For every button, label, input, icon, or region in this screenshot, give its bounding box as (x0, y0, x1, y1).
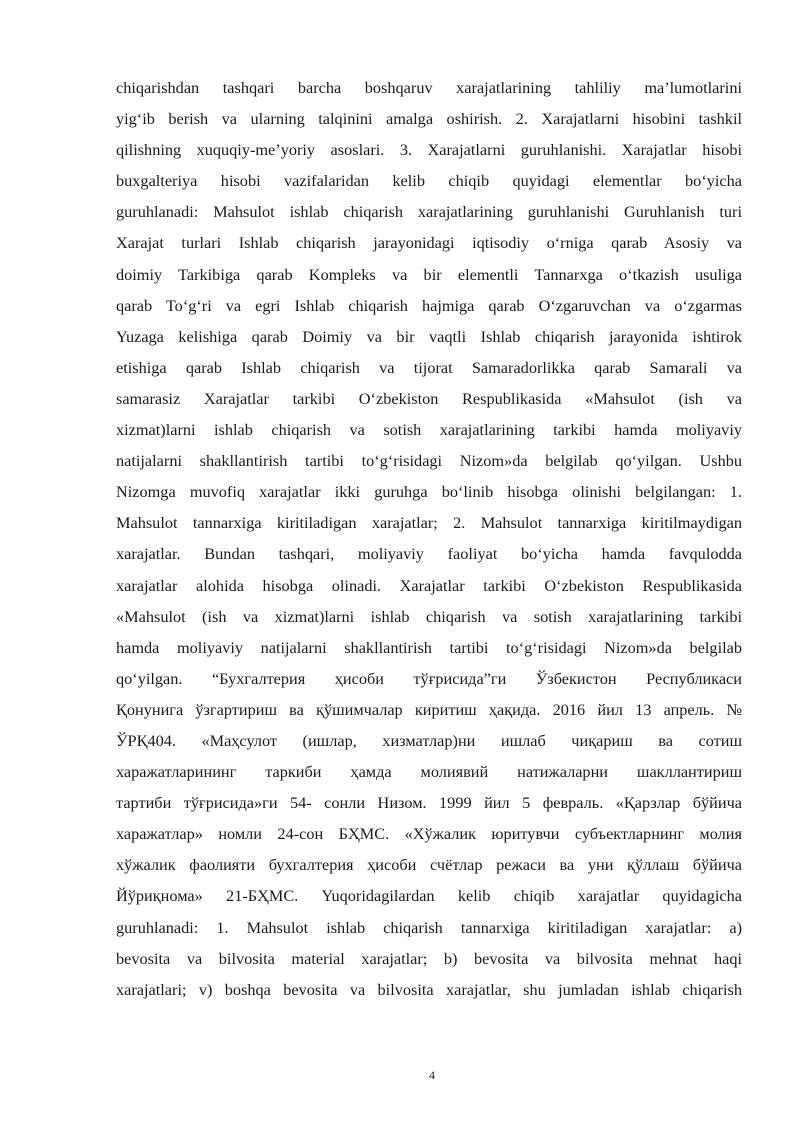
text-line: buxgalteriya hisobi vazifalaridan kelib chiqib quyidagi elementlar bo‘yicha (116, 171, 742, 191)
text-line: харажатлар» номли 24-сон БҲМС. «Хўжалик юритувчи субъектларнинг молия (116, 824, 742, 844)
text-line: Yuzaga kelishiga qarab Doimiy va bir vaqtli Ishlab chiqarish jarayonida ishtirok (116, 326, 742, 346)
text-line: xizmat)larni ishlab chiqarish va sotish xarajatlarining tarkibi hamda moliyaviy (116, 420, 742, 440)
text-line: etishiga qarab Ishlab chiqarish va tijorat Samaradorlikka qarab Samarali va (116, 357, 742, 377)
text-line: Nizomga muvofiq xarajatlar ikki guruhga bo‘linib hisobga olinishi belgilangan: 1. (116, 482, 742, 502)
text-line: doimiy Tarkibiga qarab Kompleks va bir elementli Tannarxga o‘tkazish usuliga (116, 264, 742, 284)
text-line: samarasiz Xarajatlar tarkibi O‘zbekiston Respublikasida «Mahsulot (ish va (116, 388, 742, 408)
text-line: Xarajat turlari Ishlab chiqarish jarayonidagi iqtisodiy o‘rniga qarab Asosiy va (116, 233, 742, 253)
text-line: хўжалик фаолияти бухгалтерия ҳисоби счётлар режаси ва уни қўллаш бўйича (116, 855, 742, 875)
text-line: guruhlanadi: 1. Mahsulot ishlab chiqarish tannarxiga kiritiladigan xarajatlar: a) (116, 917, 742, 937)
text-line: hamda moliyaviy natijalarni shakllantirish tartibi to‘g‘risidagi Nizom»da belgilab (116, 637, 742, 657)
page-number: 4 (429, 1068, 435, 1082)
text-line: qilishning xuquqiy-me’yoriy asoslari. 3. Xarajatlarni guruhlanishi. Xarajatlar hisobi (116, 140, 742, 160)
text-line: харажатларининг таркиби ҳамда молиявий натижаларни шакллантириш (116, 762, 742, 782)
text-line: Қонунига ўзгартириш ва қўшимчалар киритиш ҳақида. 2016 йил 13 апрель. № (116, 699, 742, 719)
text-line: «Mahsulot (ish va xizmat)larni ishlab chiqarish va sotish xarajatlarining tarkibi (116, 606, 742, 626)
text-line: Mahsulot tannarxiga kiritiladigan xarajatlar; 2. Mahsulot tannarxiga kiritilmaydigan (116, 513, 742, 533)
text-line: yig‘ib berish va ularning talqinini amalga oshirish. 2. Xarajatlarni hisobini tashkil (116, 109, 742, 129)
text-line: xarajatlar alohida hisobga olinadi. Xarajatlar tarkibi O‘zbekiston Respublikasida (116, 575, 742, 595)
text-line: Йўриқнома» 21-БҲМС. Yuqoridagilardan kelib chiqib xarajatlar quyidagicha (116, 886, 742, 906)
text-line: xarajatlar. Bundan tashqari, moliyaviy faoliyat bo‘yicha hamda favqulodda (116, 544, 742, 564)
text-line: qo‘yilgan. “Бухгалтерия ҳисоби тўғрисида”ги Ўзбекистон Республикаси (116, 668, 742, 688)
body-paragraph (116, 72, 742, 1005)
text-line: bevosita va bilvosita material xarajatlar; b) bevosita va bilvosita mehnat haqi (116, 948, 742, 968)
text-line: xarajatlari; v) boshqa bevosita va bilvosita xarajatlar, shu jumladan ishlab chiqarish (116, 979, 742, 999)
text-line: guruhlanadi: Mahsulot ishlab chiqarish xarajatlarining guruhlanishi Guruhlanish turi (116, 202, 742, 222)
text-line: chiqarishdan tashqari barcha boshqaruv xarajatlarining tahliliy ma’lumotlarini (116, 78, 742, 97)
text-line: тартиби тўғрисида»ги 54- сонли Низом. 1999 йил 5 февраль. «Қарзлар бўйича (116, 793, 742, 813)
text-line: natijalarni shakllantirish tartibi to‘g‘risidagi Nizom»da belgilab qo‘yilgan. Ushbu (116, 451, 742, 471)
text-line: qarab To‘g‘ri va egri Ishlab chiqarish hajmiga qarab O‘zgaruvchan va o‘zgarmas (116, 295, 742, 315)
text-line: ЎРҚ404. «Маҳсулот (ишлар, хизматлар)ни ишлаб чиқариш ва сотиш (116, 730, 742, 750)
